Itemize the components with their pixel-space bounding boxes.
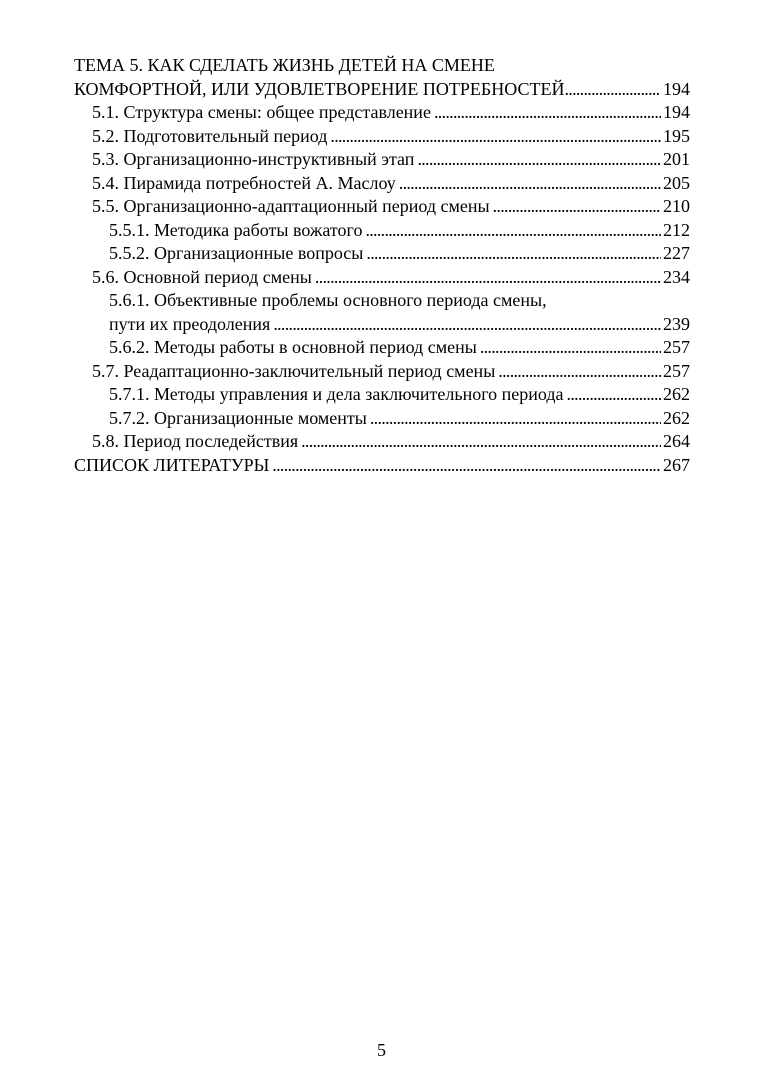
toc-entry bbox=[74, 172, 690, 196]
toc-page-number: 194 bbox=[663, 102, 690, 122]
toc-page-number: 195 bbox=[663, 125, 690, 146]
page-number: 5 bbox=[377, 1040, 386, 1060]
toc-page-number: 227 bbox=[663, 243, 690, 263]
toc-entry-title: 5.8. Период последействия bbox=[92, 431, 299, 451]
toc-leader bbox=[370, 407, 661, 431]
toc-leader bbox=[564, 78, 660, 102]
toc-leader bbox=[315, 266, 661, 290]
toc-leader bbox=[330, 125, 661, 149]
toc-leader bbox=[273, 313, 661, 337]
toc-entry bbox=[74, 360, 690, 384]
toc-entry bbox=[74, 266, 690, 290]
toc-entry bbox=[74, 125, 690, 149]
toc-entry-title: СПИСОК ЛИТЕРАТУРЫ bbox=[74, 454, 270, 475]
toc-topic-title-line1: ТЕМА 5. КАК СДЕЛАТЬ ЖИЗНЬ ДЕТЕЙ НА СМЕНЕ bbox=[74, 55, 495, 75]
toc-leader bbox=[366, 242, 661, 266]
toc-entry bbox=[74, 148, 690, 172]
toc-leader bbox=[399, 172, 661, 196]
toc-page-number: 262 bbox=[663, 384, 690, 404]
toc-page-number: 257 bbox=[663, 360, 690, 381]
toc-page-number: 267 bbox=[663, 454, 690, 475]
toc-entry-title: 5.7.1. Методы управления и дела заключительного периода bbox=[109, 384, 564, 404]
toc-page-number: 262 bbox=[663, 407, 690, 428]
toc-leader bbox=[272, 454, 661, 478]
toc-entry bbox=[74, 195, 690, 219]
toc-topic-title-line2: КОМФОРТНОЙ, ИЛИ УДОВЛЕТВОРЕНИЕ ПОТРЕБНОСТЕЙ bbox=[74, 78, 565, 99]
toc-subentry bbox=[74, 383, 690, 407]
toc-subentry bbox=[74, 313, 690, 337]
toc-entry-title: 5.2. Подготовительный период bbox=[92, 125, 328, 146]
toc-entry-references bbox=[74, 454, 690, 478]
toc-page-number: 201 bbox=[663, 149, 690, 169]
toc-page-number: 239 bbox=[663, 313, 690, 334]
toc-subentry bbox=[74, 242, 690, 266]
toc-page-number: 194 bbox=[663, 78, 690, 99]
toc-entry-title: 5.5. Организационно-адаптационный период смены bbox=[92, 196, 490, 216]
toc-subentry bbox=[74, 219, 690, 243]
toc-leader bbox=[434, 101, 661, 125]
toc-page-number: 257 bbox=[663, 337, 690, 357]
toc-page-number: 264 bbox=[663, 431, 690, 451]
toc-entry-title: 5.6. Основной период смены bbox=[92, 266, 312, 287]
toc-page-number: 210 bbox=[663, 196, 690, 216]
toc-page-number: 234 bbox=[663, 266, 690, 287]
toc-entry-title: 5.5.2. Организационные вопросы bbox=[109, 243, 364, 263]
toc-topic-row bbox=[74, 78, 690, 102]
toc-leader bbox=[365, 219, 661, 243]
toc-page-number: 212 bbox=[663, 219, 690, 240]
toc-leader bbox=[498, 360, 661, 384]
toc-subentry bbox=[74, 336, 690, 360]
toc-entry-title: 5.7.2. Организационные моменты bbox=[109, 407, 367, 428]
toc-entry bbox=[74, 430, 690, 454]
toc-entry-title: 5.4. Пирамида потребностей А. Маслоу bbox=[92, 172, 396, 193]
toc-entry-title: 5.5.1. Методика работы вожатого bbox=[109, 219, 363, 240]
toc-leader bbox=[493, 195, 661, 219]
toc-leader bbox=[417, 148, 661, 172]
table-of-contents bbox=[74, 54, 690, 477]
toc-entry-title: 5.3. Организационно-инструктивный этап bbox=[92, 149, 415, 169]
toc-entry bbox=[74, 101, 690, 125]
toc-entry-title: 5.7. Реадаптационно-заключительный период смены bbox=[92, 360, 496, 381]
toc-leader bbox=[567, 383, 661, 407]
toc-subentry bbox=[74, 407, 690, 431]
toc-leader bbox=[301, 430, 661, 454]
toc-entry-title-line2: пути их преодоления bbox=[109, 313, 271, 334]
toc-page-number: 205 bbox=[663, 172, 690, 193]
toc-subentry-title-line1: 5.6.1. Объективные проблемы основного периода смены, bbox=[109, 290, 547, 310]
toc-leader bbox=[480, 336, 661, 360]
toc-entry-title: 5.6.2. Методы работы в основной период смены bbox=[109, 337, 477, 357]
toc-entry-title: 5.1. Структура смены: общее представление bbox=[92, 102, 431, 122]
